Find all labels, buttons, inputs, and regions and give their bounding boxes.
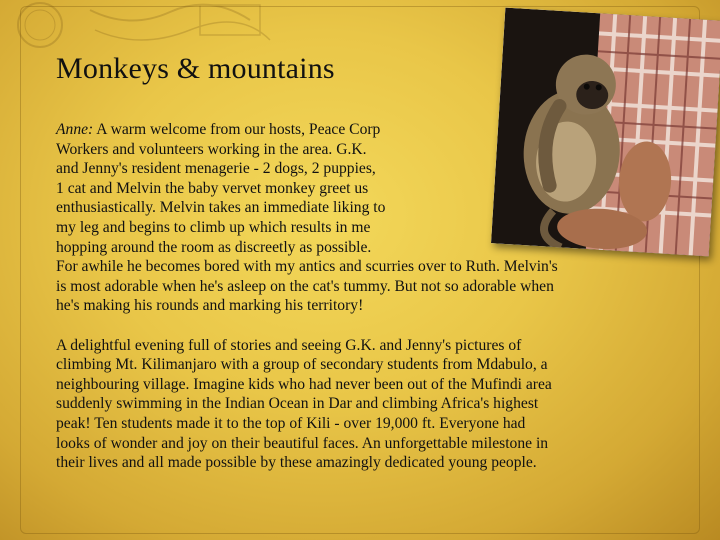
speaker-label: Anne: [56,121,94,138]
paragraph-1-line: Workers and volunteers working in the area. G.K. [56,140,367,158]
paragraph-2-line: peak! Ten students made it to the top of Kili - over 19,000 ft. Everyone had [56,414,526,432]
paragraph-1-line: is most adorable when he's asleep on the cat's tummy. But not so adorable when [56,277,554,295]
paragraph-1-line: enthusiastically. Melvin takes an immediate liking to [56,199,386,217]
paragraph-gap [56,316,676,336]
slide-body [56,120,676,473]
paragraph-2-line: looks of wonder and joy on their beautiful faces. An unforgettable milestone in [56,434,549,452]
paragraph-1-line: and Jenny's resident menagerie - 2 dogs, 2 puppies, [56,160,376,178]
paragraph-2-line: suddenly swimming in the Indian Ocean in Dar and climbing Africa's highest [56,395,539,413]
paragraph-2-line: neighbouring village. Imagine kids who had never been out of the Mufindi area [56,375,552,393]
paragraph-2-line: their lives and all made possible by these amazingly dedicated young people. [56,454,537,472]
paragraph-1-line: hopping around the room as discreetly as possible. [56,238,372,256]
slide-title: Monkeys & mountains [56,52,335,85]
paragraph-1-line: 1 cat and Melvin the baby vervet monkey greet us [56,179,369,197]
paragraph-1-line: my leg and begins to climb up which results in me [56,218,371,236]
paragraph-1-line: Anne: A warm welcome from our hosts, Peace Corp [56,121,381,138]
paragraph-2-line: climbing Mt. Kilimanjaro with a group of secondary students from Mdabulo, a [56,356,548,374]
paragraph-2-line: A delightful evening full of stories and seeing G.K. and Jenny's pictures of [56,336,522,354]
paragraph-1-line: he's making his rounds and marking his territory! [56,297,364,315]
paragraph-1-line: For awhile he becomes bored with my antics and scurries over to Ruth. Melvin's [56,258,558,276]
